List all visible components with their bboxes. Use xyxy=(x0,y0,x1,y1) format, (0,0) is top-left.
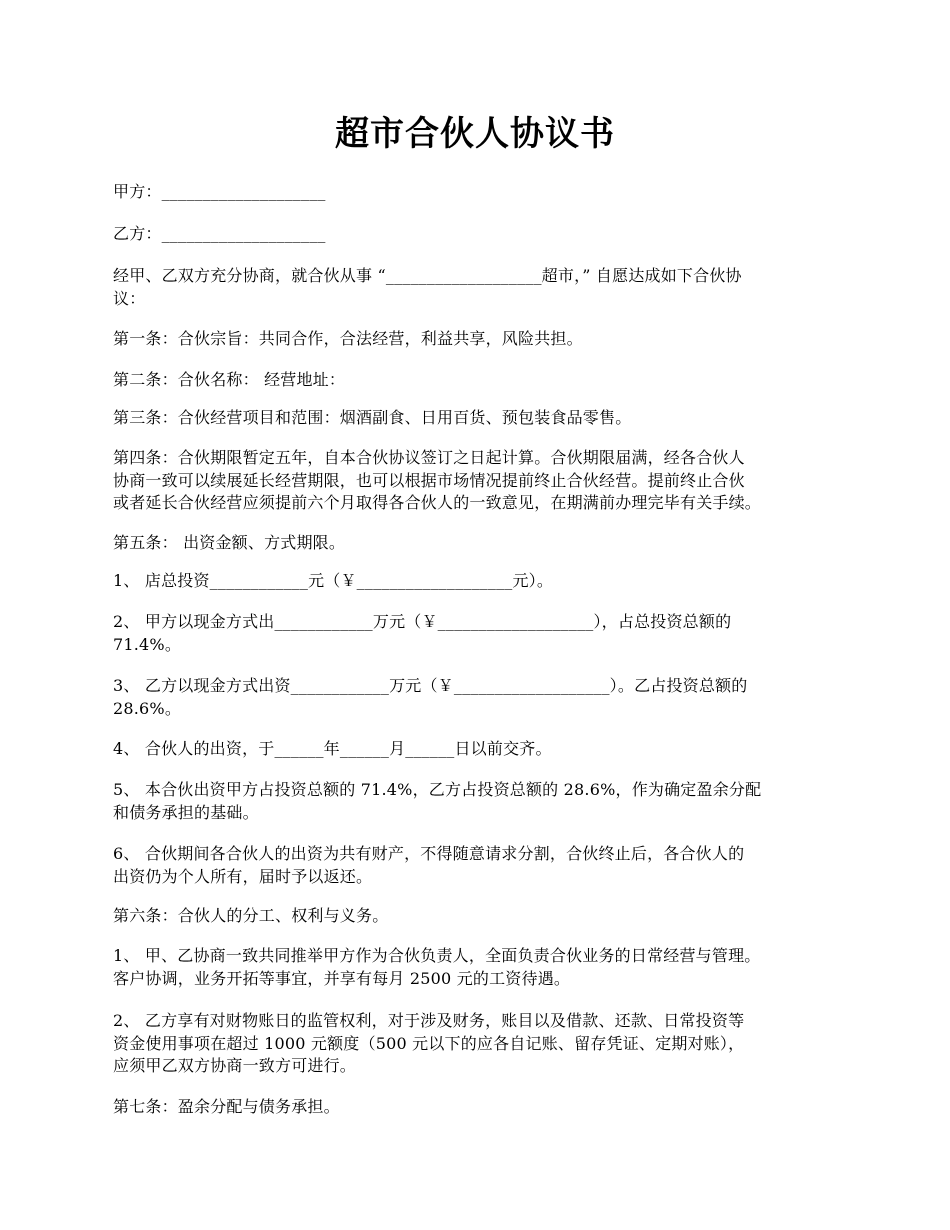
text-line: 乙方：____________________ xyxy=(113,224,326,243)
text-line: 第六条：合伙人的分工、权利与义务。 xyxy=(113,906,389,925)
text-line: 1、 店总投资____________元（￥___________________元）。 xyxy=(113,571,554,590)
preamble-paragraph xyxy=(113,265,873,310)
text-line: 第七条：盈余分配与债务承担。 xyxy=(113,1097,340,1116)
article-5 xyxy=(113,532,873,555)
article-5-item-6 xyxy=(113,843,873,888)
article-4 xyxy=(113,447,873,515)
article-5-item-5 xyxy=(113,779,873,824)
text-line: 第五条： 出资金额、方式期限。 xyxy=(113,533,346,552)
article-5-item-4 xyxy=(113,738,873,761)
text-line: 客户协调，业务开拓等事宜，并享有每月 2500 元的工资待遇。 xyxy=(113,968,571,988)
text-line: 28.6%。 xyxy=(113,698,182,718)
article-6-item-2 xyxy=(113,1010,873,1078)
text-line: 1、 甲、乙协商一致共同推举甲方作为合伙负责人，全面负责合伙业务的日常经营与管理。 xyxy=(113,946,761,965)
text-line: 3、 乙方以现金方式出资____________万元（￥___________________）。乙占投资总额的 xyxy=(113,676,748,695)
text-line: 6、 合伙期间各合伙人的出资为共有财产，不得随意请求分割，合伙终止后，各合伙人的 xyxy=(113,844,745,863)
article-5-item-3 xyxy=(113,675,873,720)
text-line: 2、 乙方享有对财物账日的监管权利，对于涉及财务，账目以及借款、还款、日常投资等 xyxy=(113,1011,745,1030)
article-3 xyxy=(113,407,873,430)
document-title: 超市合伙人协议书 xyxy=(335,114,615,154)
text-line: 第二条：合伙名称： 经营地址： xyxy=(113,370,346,389)
text-line: 4、 合伙人的出资，于______年______月______日以前交齐。 xyxy=(113,739,552,758)
text-line: 或者延长合伙经营应须提前六个月取得各合伙人的一致意见，在期满前办理完毕有关手续。 xyxy=(113,493,762,512)
article-5-item-1 xyxy=(113,570,873,593)
article-6 xyxy=(113,905,873,928)
article-5-item-2 xyxy=(113,611,873,656)
text-line: 第三条：合伙经营项目和范围：烟酒副食、日用百货、预包装食品零售。 xyxy=(113,408,632,427)
text-line: 2、 甲方以现金方式出____________万元（￥___________________），占总投资总额的 xyxy=(113,612,732,631)
text-line: 71.4%。 xyxy=(113,634,182,654)
article-2 xyxy=(113,369,873,392)
article-6-item-1 xyxy=(113,945,873,990)
text-line: 经甲、乙双方充分协商，就合伙从事 “___________________超市，” 自愿达成如下合伙协 xyxy=(113,266,742,285)
text-line: 和债务承担的基础。 xyxy=(113,802,259,822)
text-line: 甲方：____________________ xyxy=(113,182,326,201)
text-line: 5、 本合伙出资甲方占投资总额的 71.4%，乙方占投资总额的 28.6%，作为确定盈余分配 xyxy=(113,780,762,799)
text-line: 第一条：合伙宗旨：共同合作，合法经营，利益共享，风险共担。 xyxy=(113,329,583,348)
text-line: 第四条：合伙期限暂定五年，自本合伙协议签订之日起计算。合伙期限届满，经各合伙人 xyxy=(113,448,745,467)
text-line: 协商一致可以续展延长经营期限，也可以根据市场情况提前终止合伙经营。提前终止合伙 xyxy=(113,470,745,490)
article-7 xyxy=(113,1096,873,1119)
party-a-line xyxy=(113,181,873,204)
text-line: 出资仍为个人所有，届时予以返还。 xyxy=(113,866,373,886)
party-b-line xyxy=(113,223,873,246)
text-line: 资金使用事项在超过 1000 元额度（500 元以下的应各自记账、留存凭证、定期对账）， xyxy=(113,1033,745,1053)
text-line: 应须甲乙双方协商一致方可进行。 xyxy=(113,1056,357,1075)
text-line: 议： xyxy=(113,288,146,308)
article-1 xyxy=(113,328,873,351)
